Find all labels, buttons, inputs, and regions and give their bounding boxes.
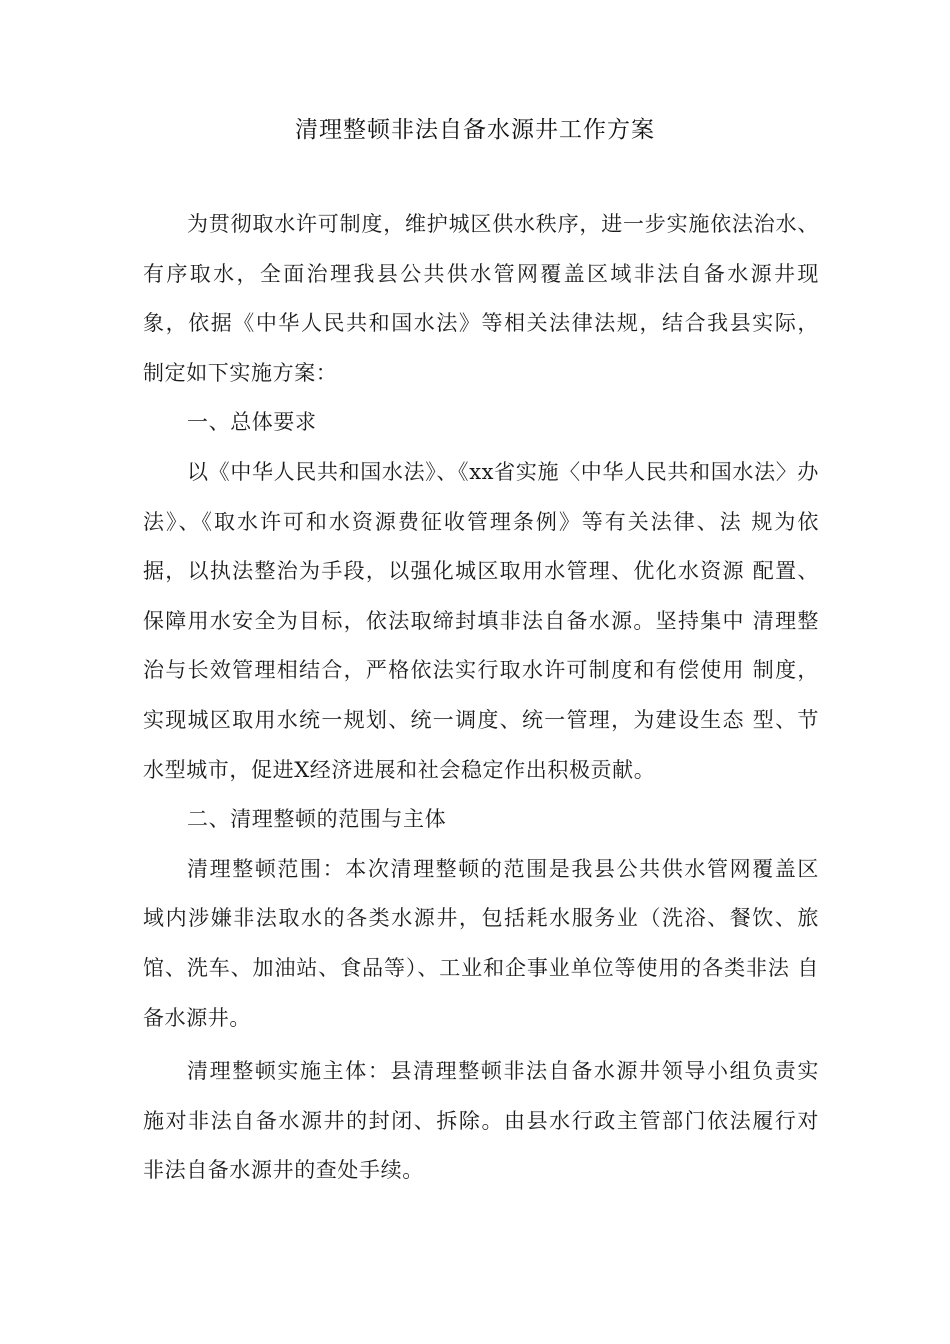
subject-paragraph: 清理整顿实施主体：县清理整顿非法自备水源井领导小组负责实 施对非法自备水源井的封闭、拆除。由县水行政主管部门依法履行对 非法自备水源井的查处手续。 xyxy=(143,1059,819,1183)
document-title: 清理整顿非法自备水源井工作方案 xyxy=(295,117,655,143)
scope-paragraph: 清理整顿范围：本次清理整顿的范围是我县公共供水管网覆盖区 域内涉嫌非法取水的各类水源井，包括耗水服务业（洗浴、餐饮、旅 馆、洗车、加油站、食品等）、工业和企事业单位等使用的各类非法 自备水源井。 xyxy=(143,856,819,1030)
section-heading-scope-and-subject: 二、清理整顿的范围与主体 xyxy=(187,807,447,832)
general-requirements-paragraph: 以《中华人民共和国水法》、《xx省实施〈中华人民共和国水法〉办法》、《取水许可和水资源费征收管理条例》等有关法律、法 规为依据，以执法整治为手段，以强化城区取用水管理、优化水资源 配置、保障用水安全为目标，依法取缔封填非法自备水源。坚持集中 清理整治与长效管理相结合，严格依法实行取水许可制度和有偿使用 制度，实现城区取用水统一规划、统一调度、统一管理，为建设生态 型、节水型城市，促进X经济进展和社会稳定作出积极贡献。 xyxy=(143,459,819,782)
document-body xyxy=(143,200,819,1196)
intro-paragraph: 为贯彻取水许可制度，维护城区供水秩序，进一步实施依法治水、有序取水，全面治理我县公共供水管网覆盖区域非法自备水源井现 象，依据《中华人民共和国水法》等相关法律法规，结合我县实际， 制定如下实施方案： xyxy=(143,212,819,385)
section-heading-general-requirements: 一、总体要求 xyxy=(187,410,317,435)
